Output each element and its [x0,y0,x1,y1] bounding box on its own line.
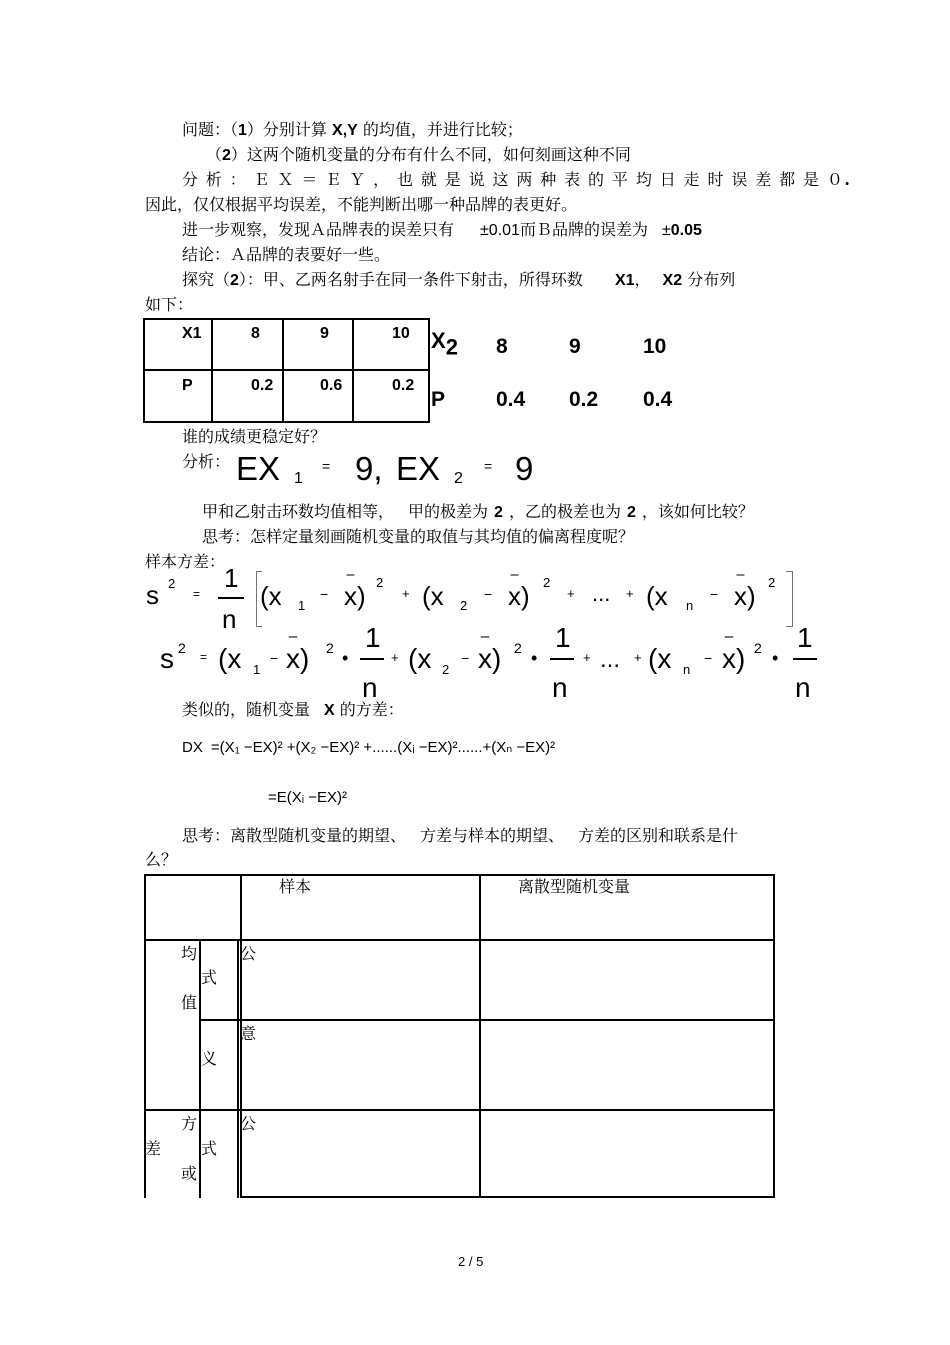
x2-prob: 0.2 [569,388,599,411]
table-x1-cell: 0.6 [320,377,343,394]
table-x1-cell: 0.2 [251,377,274,394]
row-formula-1: 公 [240,944,257,963]
dx-formula: DX =(X₁ −EX)² +(X₂ −EX)² +......(Xᵢ −EX)²......+(Xₙ −EX)² [182,739,556,756]
analysis-line-1: 分 析 ： Ｅ Ｘ ＝ Ｅ Ｙ ， 也 就 是 说 这 两 种 表 的 平 均 日 走 时 误 差 都 是 ０. [182,170,852,189]
think-1: 思考：怎样定量刻画随机变量的取值与其均值的偏离程度呢？ [202,527,635,546]
x2-prob: 0.4 [496,388,526,411]
table-x1-cell: P [182,377,193,394]
x2-value: 9 [569,335,581,358]
dx-formula-2: =E(Xᵢ −EX)² [268,789,348,806]
row-mean-1: 均 [181,944,198,963]
row-formula-2: 式 [201,968,218,987]
row-meaning-2: 义 [201,1049,218,1068]
row-mean-2: 值 [181,993,198,1012]
as-follows: 如下： [145,295,194,314]
page-number: 2 / 5 [458,1254,484,1269]
row-formula2-1: 公 [240,1114,257,1133]
table-x1-header: X1 [182,325,202,342]
question-1: 问题：（1）分别计算 X,Y 的均值，并进行比较； [182,120,523,139]
analysis-2-label: 分析： [182,452,231,471]
analysis-line-2: 因此，仅仅根据平均误差，不能判断出哪一种品牌的表更好。 [145,195,578,214]
stability-question: 谁的成绩更稳定好？ [182,427,327,446]
row-variance-1: 方 [181,1114,198,1133]
question-2: （2）这两个随机变量的分布有什么不同，如何刻画这种不同 [206,145,631,164]
think-2-end: 么？ [145,850,178,869]
x2-value: 10 [643,335,667,358]
analysis-line-3: 进一步观察，发现Ａ品牌表的误差只有 ±0.01而Ｂ品牌的误差为 ±0.05 [182,220,702,239]
x2-value: 8 [496,335,508,358]
row-variance-2: 差 [145,1139,162,1158]
row-meaning-1: 意 [240,1024,257,1043]
row-formula2-2: 式 [201,1139,218,1158]
x2-prob: 0.4 [643,388,673,411]
conclusion: 结论：Ａ品牌的表要好一些。 [182,245,391,264]
col-random-variable: 离散型随机变量 [518,877,631,896]
row-variance-3: 或 [181,1164,198,1183]
paragraph-range: 甲和乙射击环数均值相等， 甲的极差为 2 ，乙的极差也为 2 ，该如何比较？ [202,502,754,521]
table-x1-header: 9 [320,325,329,342]
table-x1-header: 8 [251,325,260,342]
sample-variance-label: 样本方差： [145,552,226,571]
explore-2: 探究（2）：甲、乙两名射手在同一条件下射击，所得环数 X1， X2 分布列 [182,270,736,289]
x2-p-label: P [431,388,446,411]
table-x1-header: 10 [392,325,410,342]
similar-text: 类似的，随机变量 X 的方差： [182,700,404,719]
col-sample: 样本 [279,877,312,896]
table-x1-cell: 0.2 [392,377,415,394]
think-2: 思考：离散型随机变量的期望、 方差与样本的期望、 方差的区别和联系是什 [182,826,739,845]
x2-label: X2 [431,328,458,360]
